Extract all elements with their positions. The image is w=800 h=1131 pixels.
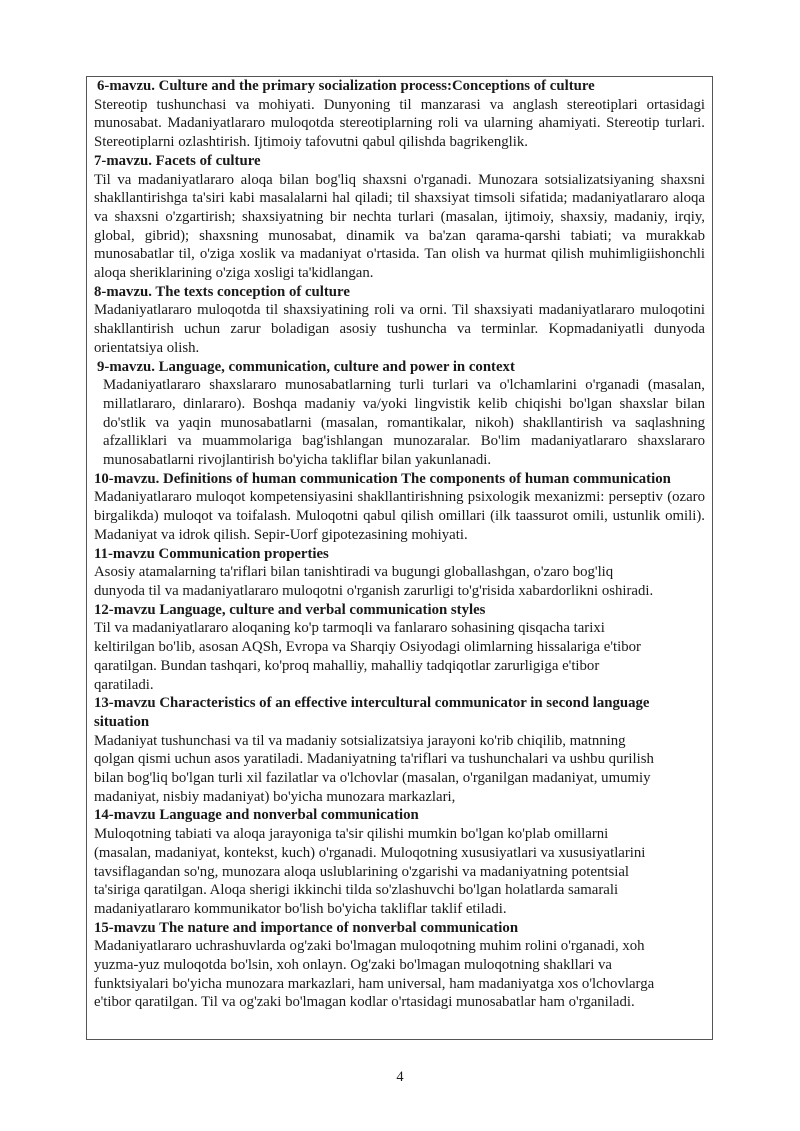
topic-line: Madaniyatlararo uchrashuvlarda og'zaki bo'lmagan muloqotning muhim rolini o'rganadi, xoh: [94, 938, 645, 955]
topic-heading: 13-mavzu Characteristics of an effective intercultural communicator in second language situation: [94, 695, 650, 730]
topic-heading: 14-mavzu Language and nonverbal communication: [94, 807, 419, 824]
topic-line: ta'siriga qaratilgan. Aloqa sherigi ikkinchi tilda so'zlashuvchi bo'lgan holatlarda samarali: [94, 882, 619, 899]
topic-heading: 15-mavzu The nature and importance of nonverbal communication: [94, 919, 519, 936]
topic-line: madaniyat, nisbiy madaniyat) bo'yicha munozara markazlari,: [94, 788, 456, 805]
topic-line: Til va madaniyatlararo aloqaning ko'p tarmoqli va fanlararo sohasining qisqacha tarixi: [94, 620, 605, 637]
topic-line: keltirilgan bo'lib, asosan AQSh, Evropa va Sharqiy Osiyodagi olimlarning hissalariga e'tibor: [94, 639, 641, 656]
topic-line: e'tibor qaratilgan. Til va og'zaki bo'lmagan kodlar o'rtasidagi munosabatlar ham o'rganiladi.: [94, 994, 635, 1011]
topic-8: [94, 283, 705, 358]
topic-6: [94, 77, 705, 152]
topic-heading: 10-mavzu. Definitions of human communication The components of human communication: [94, 470, 671, 487]
topic-line: madaniyatlararo kommunikator bo'lish bo'yicha takliflar taklif etiladi.: [94, 900, 507, 917]
topic-line: Asosiy atamalarning ta'riflari bilan tanishtiradi va bugungi globallashgan, o'zaro bog'liq: [94, 564, 614, 581]
topic-heading: 8-mavzu. The texts conception of culture: [94, 283, 350, 300]
page-number: 4: [396, 1069, 404, 1085]
topic-line: Muloqotning tabiati va aloqa jarayoniga ta'sir qilishi mumkin bo'lgan ko'plab omillarni: [94, 826, 609, 843]
topic-9: [94, 358, 705, 470]
topic-line: Madaniyat tushunchasi va til va madaniy sotsializatsiya jarayoni ko'rib chiqilib, matnning: [94, 732, 626, 749]
topic-line: funktsiyalari bo'yicha munozara markazlari, ham universal, ham madaniyatga xos o'lchovlarga: [94, 975, 655, 992]
topic-heading: 6-mavzu. Culture and the primary socialization process:Conceptions of culture: [97, 78, 595, 94]
topic-text: Stereotip tushunchasi va mohiyati. Dunyoning til manzarasi va anglash stereotiplari ortasidagi munosabat. Madaniyatlararo muloqotda stereotiplarning roli va ularning ahamiyati. Stereotip turlari. Stereotiplarni ozlashtirish. Ijtimoiy tafovutni qabul qilishda bagrikenglik.: [94, 96, 705, 151]
topic-text: Til va madaniyatlararo aloqa bilan bog'liq shaxsni o'rganadi. Munozara sotsializatsiyaning shaxsni shakllantirishga ta'siri kabi masalalarni hal qiladi; til shaxsiyat timsoli sifatida; madaniyatlararo aloqa va shaxsni o'zgartirish; shaxsiyatning bir nechta turlari (masalan, ijtimoiy, shaxsiy, madaniy, irqiy, global, gibrid); shaxsning munosabat, dinamik va ba'zan qarama-qarshi tabiati; va murakkab munosabatlar til, o'ziga xoslik va madaniyat o'rtasida. Tan olish va hurmat qilish muhimligiishonchli aloqa sheriklarining o'ziga xosligi ta'kidlangan.: [94, 171, 705, 282]
topic-line: tavsiflagandan so'ng, munozara aloqa uslublarining o'zgarishi va madaniyatning potentsial: [94, 863, 629, 880]
topic-heading: 11-mavzu Communication properties: [94, 545, 329, 562]
topic-14: [94, 806, 705, 918]
topic-text: Madaniyatlararo shaxslararo munosabatlarning turli turlari va o'lchamlarini o'rganadi (masalan, millatlararo, dinlararo). Boshqa madaniy va/yoki lingvistik kelib chiqishi bo'lgan shaxslar bilan do'stlik va yaqin munosabatlarni (masalan, romantikalar, nikoh) shakllantirish va saqlashning afzalliklari va muammolariga bag'ishlangan munozaralar. Bo'lim madaniyatlararo shaxslararo munosabatlarni rivojlantirish bo'yicha takliflar bilan yakunlanadi.: [103, 377, 705, 469]
content-box: [86, 76, 713, 1040]
topic-11: [94, 545, 705, 601]
topic-line: yuzma-yuz muloqotda bo'lsin, xoh onlayn. Og'zaki bo'lmagan muloqotning shakllari va: [94, 957, 612, 974]
topic-line: bilan bog'liq bo'lgan turli xil fazilatlar va o'lchovlar (masalan, o'rganilgan madaniyat, umumiy: [94, 770, 651, 787]
topic-text: Madaniyatlararo muloqot kompetensiyasini shakllantirishning psixologik mexanizmi: perseptiv (ozaro birgalikda) muloqot va toifalash. Muloqotni qabul qilish omillari (ilk taassurot omili, ustunlik omili). Madaniyat va idrok qilish. Sepir-Uorf gipotezasining mohiyati.: [94, 489, 705, 543]
topic-line: (masalan, madaniyat, kontekst, kuch) o'rganadi. Muloqotning xususiyatlari va xususiyatlarini: [94, 844, 646, 861]
topic-13: [94, 694, 705, 806]
topic-10: [94, 470, 705, 545]
topic-heading: 12-mavzu Language, culture and verbal communication styles: [94, 601, 486, 618]
topic-line: dunyoda til va madaniyatlararo muloqotni o'rganish zarurligi to'g'risida xabardorlikni oshiradi.: [94, 582, 654, 599]
topic-heading: 7-mavzu. Facets of culture: [94, 152, 261, 169]
topic-line: qaratiladi.: [94, 676, 154, 693]
topic-line: qaratilgan. Bundan tashqari, ko'proq mahalliy, mahalliy tadqiqotlar zarurligiga e'tibor: [94, 657, 600, 674]
topic-line: qolgan qismi uchun asos yaratiladi. Madaniyatning ta'riflari va tushunchalari va ushbu qurilish: [94, 751, 654, 768]
topic-12: [94, 601, 705, 695]
topic-15: [94, 919, 705, 1013]
topic-7: [94, 152, 705, 283]
topic-text: Madaniyatlararo muloqotda til shaxsiyatining roli va orni. Til shaxsiyati madaniyatlararo muloqotini shakllantirish uchun zarur boladigan asosiy tushuncha va terminlar. Kopmadaniyatli dunyoda orientatsiya olish.: [94, 302, 705, 356]
topic-heading: 9-mavzu. Language, communication, culture and power in context: [97, 358, 515, 375]
